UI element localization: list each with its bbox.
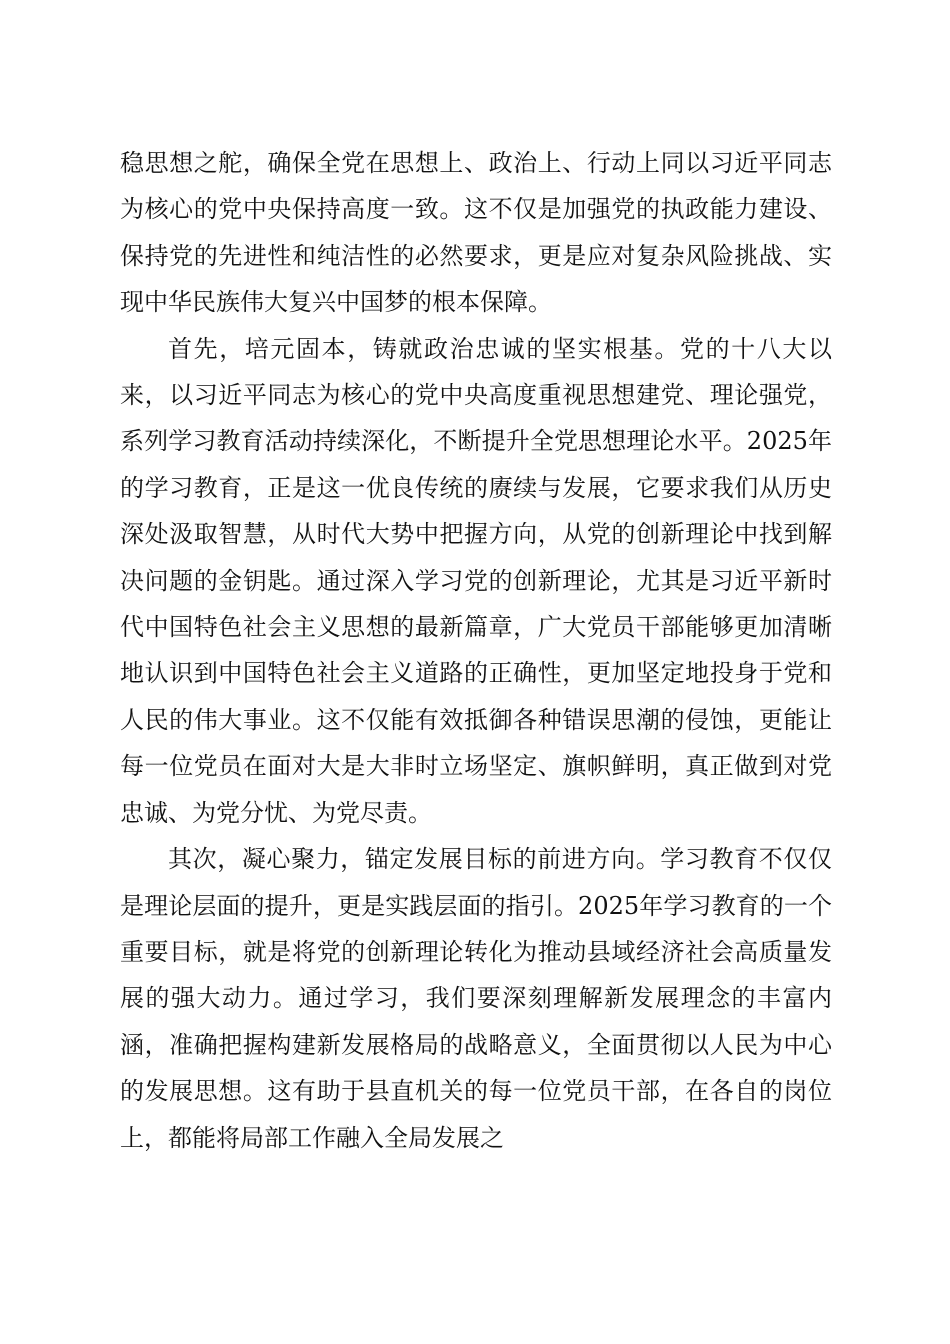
document-body <box>120 140 832 1161</box>
paragraph-1: 稳思想之舵，确保全党在思想上、政治上、行动上同以习近平同志为核心的党中央保持高度一致。这不仅是加强党的执政能力建设、保持党的先进性和纯洁性的必然要求，更是应对复杂风险挑战、实现中华民族伟大复兴中国梦的根本保障。 <box>120 149 832 317</box>
paragraph-3: 其次，凝心聚力，锚定发展目标的前进方向。学习教育不仅仅是理论层面的提升，更是实践层面的指引。2025年学习教育的一个重要目标，就是将党的创新理论转化为推动县域经济社会高质量发展的强大动力。通过学习，我们要深刻理解新发展理念的丰富内涵，准确把握构建新发展格局的战略意义，全面贯彻以人民为中心的发展思想。这有助于县直机关的每一位党员干部，在各自的岗位上，都能将局部工作融入全局发展之 <box>120 845 832 1152</box>
paragraph-2: 首先，培元固本，铸就政治忠诚的坚实根基。党的十八大以来，以习近平同志为核心的党中央高度重视思想建党、理论强党，系列学习教育活动持续深化，不断提升全党思想理论水平。2025年的学习教育，正是这一优良传统的赓续与发展，它要求我们从历史深处汲取智慧，从时代大势中把握方向，从党的创新理论中找到解决问题的金钥匙。通过深入学习党的创新理论，尤其是习近平新时代中国特色社会主义思想的最新篇章，广大党员干部能够更加清晰地认识到中国特色社会主义道路的正确性，更加坚定地投身于党和人民的伟大事业。这不仅能有效抵御各种错误思潮的侵蚀，更能让每一位党员在面对大是大非时立场坚定、旗帜鲜明，真正做到对党忠诚、为党分忧、为党尽责。 <box>120 334 832 827</box>
